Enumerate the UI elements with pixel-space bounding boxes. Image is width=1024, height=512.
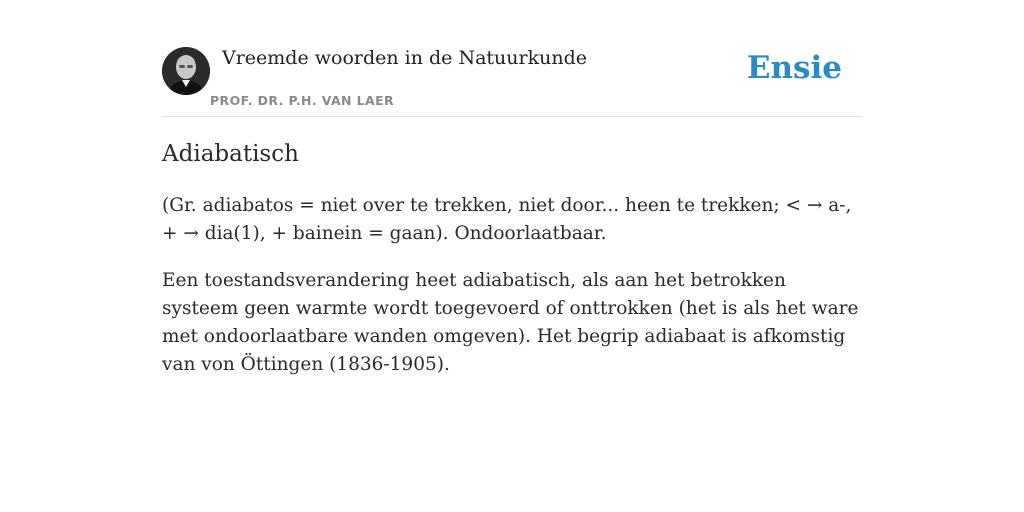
portrait-icon	[162, 47, 210, 95]
book-title[interactable]: Vreemde woorden in de Natuurkunde	[222, 47, 587, 69]
definition-paragraph: Een toestandsverandering heet adiabatisch, als aan het betrokken systeem geen warmte wordt toegevoerd of onttrokken (het is als het ware met ondoorlaatbare wanden omgeven). Het begrip adiabaat is afkomstig van von Öttingen (1836-1905).	[162, 270, 859, 375]
author-name[interactable]: PROF. DR. P.H. VAN LAER	[210, 93, 395, 108]
brand-logo[interactable]: Ensie	[746, 50, 842, 86]
page-container	[162, 0, 862, 375]
header	[162, 0, 862, 117]
entry-body	[162, 192, 862, 398]
etymology-paragraph: (Gr. adiabatos = niet over te trekken, niet door... heen te trekken; < → a-, + → dia(1), + bainein = gaan). Ondoorlaatbaar.	[162, 195, 852, 244]
author-avatar[interactable]	[162, 47, 210, 95]
entry-title: Adiabatisch	[162, 141, 299, 167]
